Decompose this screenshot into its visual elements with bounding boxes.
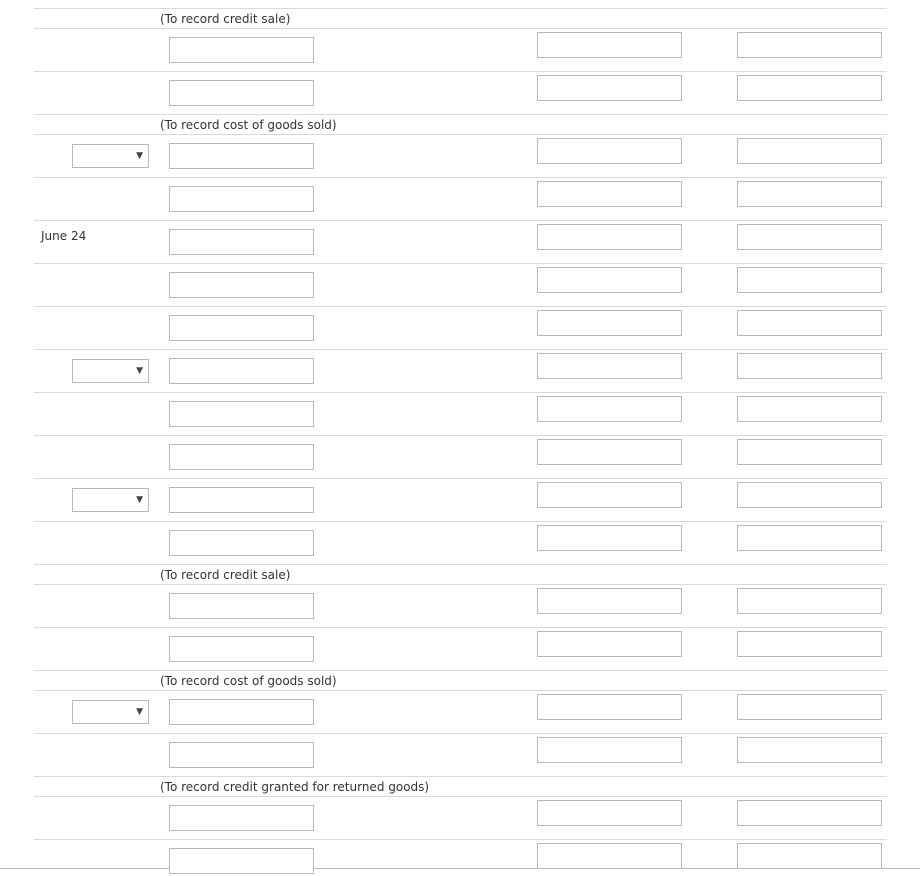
account-title-input[interactable] bbox=[169, 848, 314, 874]
row-divider bbox=[34, 28, 887, 29]
debit-amount-input[interactable] bbox=[537, 138, 682, 164]
debit-amount-input[interactable] bbox=[537, 525, 682, 551]
credit-amount-input[interactable] bbox=[737, 588, 882, 614]
account-title-input[interactable] bbox=[169, 444, 314, 470]
row-divider bbox=[34, 627, 887, 628]
row-divider bbox=[34, 134, 887, 135]
debit-amount-input[interactable] bbox=[537, 631, 682, 657]
debit-amount-input[interactable] bbox=[537, 310, 682, 336]
date-select[interactable] bbox=[72, 359, 149, 383]
debit-amount-input[interactable] bbox=[537, 224, 682, 250]
row-divider bbox=[34, 478, 887, 479]
row-divider bbox=[34, 690, 887, 691]
account-title-input[interactable] bbox=[169, 487, 314, 513]
row-divider bbox=[34, 392, 887, 393]
debit-amount-input[interactable] bbox=[537, 588, 682, 614]
row-divider bbox=[34, 564, 887, 565]
debit-amount-input[interactable] bbox=[537, 800, 682, 826]
account-title-input[interactable] bbox=[169, 37, 314, 63]
debit-amount-input[interactable] bbox=[537, 32, 682, 58]
memo-credit-sale: (To record credit sale) bbox=[160, 568, 291, 582]
credit-amount-input[interactable] bbox=[737, 75, 882, 101]
debit-amount-input[interactable] bbox=[537, 737, 682, 763]
memo-credit-granted-returned-goods: (To record credit granted for returned goods) bbox=[160, 780, 430, 794]
entry-date-june-24: June 24 bbox=[41, 229, 87, 243]
account-title-input[interactable] bbox=[169, 358, 314, 384]
debit-amount-input[interactable] bbox=[537, 75, 682, 101]
credit-amount-input[interactable] bbox=[737, 32, 882, 58]
date-select[interactable] bbox=[72, 488, 149, 512]
credit-amount-input[interactable] bbox=[737, 310, 882, 336]
credit-amount-input[interactable] bbox=[737, 396, 882, 422]
account-title-input[interactable] bbox=[169, 636, 314, 662]
debit-amount-input[interactable] bbox=[537, 396, 682, 422]
row-divider bbox=[34, 796, 887, 797]
credit-amount-input[interactable] bbox=[737, 800, 882, 826]
row-divider bbox=[34, 8, 887, 9]
debit-amount-input[interactable] bbox=[537, 439, 682, 465]
credit-amount-input[interactable] bbox=[737, 267, 882, 293]
debit-amount-input[interactable] bbox=[537, 482, 682, 508]
chevron-down-icon: ▼ bbox=[136, 495, 143, 505]
debit-amount-input[interactable] bbox=[537, 181, 682, 207]
row-divider bbox=[34, 733, 887, 734]
account-title-input[interactable] bbox=[169, 530, 314, 556]
credit-amount-input[interactable] bbox=[737, 737, 882, 763]
date-select[interactable] bbox=[72, 144, 149, 168]
credit-amount-input[interactable] bbox=[737, 843, 882, 869]
row-divider bbox=[34, 177, 887, 178]
credit-amount-input[interactable] bbox=[737, 353, 882, 379]
debit-amount-input[interactable] bbox=[537, 843, 682, 869]
chevron-down-icon: ▼ bbox=[136, 707, 143, 717]
account-title-input[interactable] bbox=[169, 805, 314, 831]
account-title-input[interactable] bbox=[169, 699, 314, 725]
debit-amount-input[interactable] bbox=[537, 353, 682, 379]
row-divider bbox=[34, 306, 887, 307]
row-divider bbox=[34, 71, 887, 72]
credit-amount-input[interactable] bbox=[737, 138, 882, 164]
memo-cost-of-goods-sold: (To record cost of goods sold) bbox=[160, 118, 337, 132]
row-divider bbox=[34, 349, 887, 350]
credit-amount-input[interactable] bbox=[737, 181, 882, 207]
row-divider bbox=[34, 839, 887, 840]
credit-amount-input[interactable] bbox=[737, 694, 882, 720]
debit-amount-input[interactable] bbox=[537, 267, 682, 293]
chevron-down-icon: ▼ bbox=[136, 366, 143, 376]
credit-amount-input[interactable] bbox=[737, 224, 882, 250]
row-divider bbox=[34, 584, 887, 585]
account-title-input[interactable] bbox=[169, 80, 314, 106]
memo-cost-of-goods-sold: (To record cost of goods sold) bbox=[160, 674, 337, 688]
row-divider bbox=[34, 670, 887, 671]
account-title-input[interactable] bbox=[169, 143, 314, 169]
credit-amount-input[interactable] bbox=[737, 631, 882, 657]
account-title-input[interactable] bbox=[169, 229, 314, 255]
debit-amount-input[interactable] bbox=[537, 694, 682, 720]
row-divider bbox=[34, 263, 887, 264]
account-title-input[interactable] bbox=[169, 315, 314, 341]
memo-credit-sale: (To record credit sale) bbox=[160, 12, 291, 26]
row-divider bbox=[34, 521, 887, 522]
credit-amount-input[interactable] bbox=[737, 439, 882, 465]
account-title-input[interactable] bbox=[169, 186, 314, 212]
account-title-input[interactable] bbox=[169, 742, 314, 768]
chevron-down-icon: ▼ bbox=[136, 151, 143, 161]
credit-amount-input[interactable] bbox=[737, 525, 882, 551]
row-divider bbox=[34, 435, 887, 436]
row-divider bbox=[34, 114, 887, 115]
account-title-input[interactable] bbox=[169, 401, 314, 427]
account-title-input[interactable] bbox=[169, 593, 314, 619]
row-divider bbox=[34, 776, 887, 777]
row-divider bbox=[34, 220, 887, 221]
date-select[interactable] bbox=[72, 700, 149, 724]
account-title-input[interactable] bbox=[169, 272, 314, 298]
credit-amount-input[interactable] bbox=[737, 482, 882, 508]
